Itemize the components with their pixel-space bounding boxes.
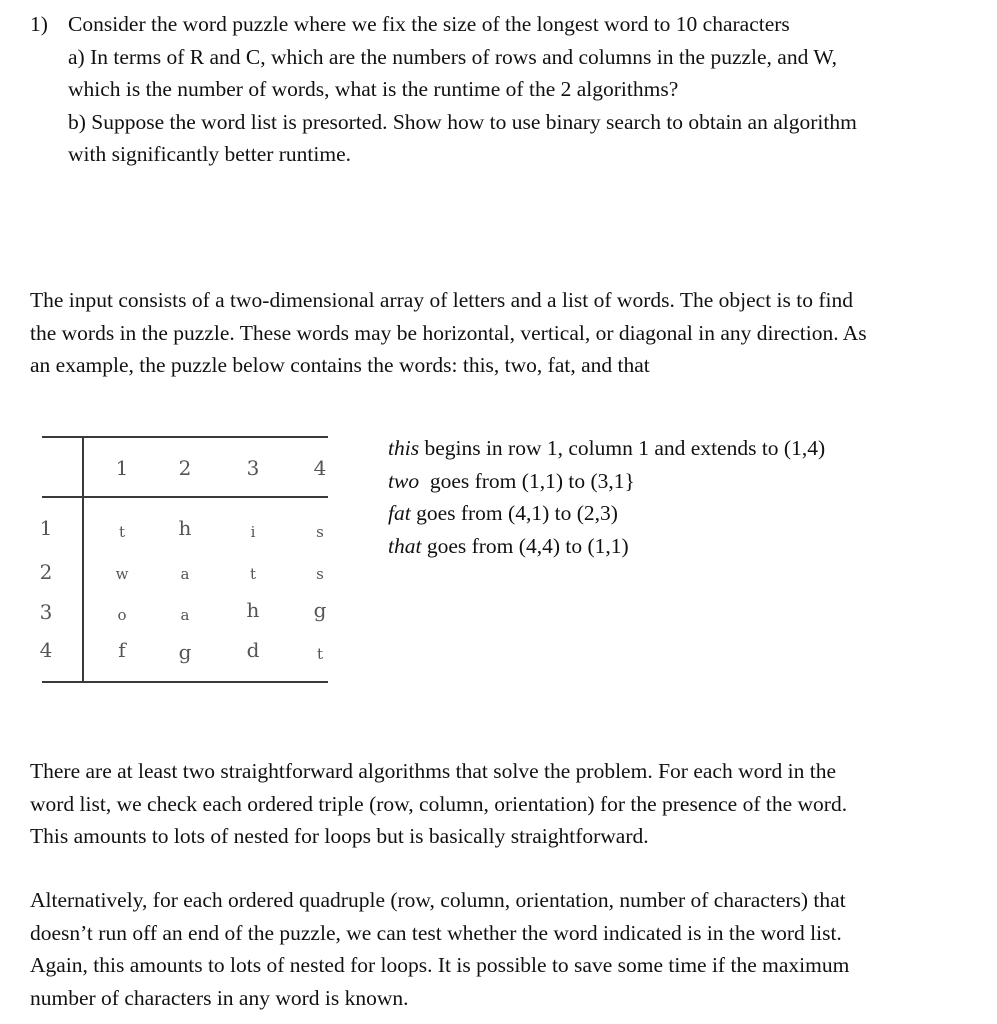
puzzle-cell: o: [117, 606, 127, 624]
puzzle-cell: i: [250, 523, 256, 541]
puzzle-cell: g: [313, 598, 327, 622]
puzzle-cell: t: [249, 565, 257, 583]
note-line: [388, 432, 825, 465]
question-line: b) Suppose the word list is presorted. Show how to use binary search to obtain an algorithm: [68, 109, 857, 134]
puzzle-cell: s: [316, 523, 324, 541]
note-text: begins in row 1, column 1 and extends to (1,4): [419, 436, 826, 460]
note-word: that: [388, 533, 422, 558]
row-header: 2: [39, 560, 53, 584]
puzzle-cell: d: [246, 638, 260, 662]
table-rule-header: [42, 496, 328, 498]
puzzle-cell: f: [118, 638, 126, 662]
question-number: 1): [30, 12, 48, 36]
intro-line: The input consists of a two-dimensional array of letters and a list of words. The object is to find: [30, 288, 853, 312]
table-rule-bottom: [42, 681, 328, 683]
note-word: this: [388, 436, 420, 460]
puzzle-notes: [388, 432, 825, 562]
question-line: a) In terms of R and C, which are the numbers of rows and columns in the puzzle, and W,: [68, 44, 838, 69]
algorithms-line: word list, we check each ordered triple (row, column, orientation) for the presence of the word.: [30, 791, 848, 816]
intro-paragraph: [30, 284, 867, 382]
alternative-line: number of characters in any word is known.: [30, 985, 409, 1010]
note-word: two: [388, 468, 420, 493]
puzzle-cell: a: [180, 565, 190, 583]
note-text: goes from (1,1) to (3,1}: [419, 468, 635, 493]
column-header: 4: [313, 456, 327, 480]
puzzle-cell: t: [118, 523, 126, 541]
row-header: 3: [39, 600, 53, 624]
row-header: 4: [39, 638, 53, 662]
word-puzzle-grid: [40, 436, 330, 684]
alternative-line: Alternatively, for each ordered quadruple (row, column, orientation, number of characters) that: [30, 888, 846, 912]
intro-line: the words in the puzzle. These words may be horizontal, vertical, or diagonal in any direction. As: [30, 320, 867, 345]
question-line: with significantly better runtime.: [68, 142, 352, 166]
note-line: [388, 530, 825, 563]
puzzle-cell: h: [178, 516, 192, 540]
question-text: [68, 8, 857, 171]
column-header: 2: [178, 456, 192, 480]
table-rule-top: [42, 436, 328, 438]
algorithms-paragraph: [30, 755, 847, 853]
puzzle-cell: g: [178, 640, 192, 664]
note-line: [388, 497, 825, 530]
alternative-line: Again, this amounts to lots of nested for loops. It is possible to save some time if the maximum: [30, 953, 850, 977]
note-text: goes from (4,1) to (2,3): [410, 501, 618, 525]
question-line: Consider the word puzzle where we fix the size of the longest word to 10 characters: [68, 12, 790, 36]
question-line: which is the number of words, what is the runtime of the 2 algorithms?: [68, 77, 679, 101]
alternative-paragraph: [30, 884, 849, 1014]
column-header: 3: [246, 456, 260, 480]
table-rule-vertical: [82, 436, 84, 683]
puzzle-cell: a: [180, 606, 190, 624]
note-line: [388, 465, 825, 498]
note-word: fat: [388, 501, 411, 525]
puzzle-cell: h: [246, 598, 260, 622]
algorithms-line: This amounts to lots of nested for loops but is basically straightforward.: [30, 824, 649, 848]
puzzle-cell: w: [115, 565, 129, 583]
puzzle-cell: s: [316, 565, 324, 583]
algorithms-line: There are at least two straightforward algorithms that solve the problem. For each word in the: [30, 759, 836, 783]
note-text: goes from (4,4) to (1,1): [421, 533, 629, 558]
puzzle-cell: t: [316, 645, 324, 663]
column-header: 1: [115, 456, 129, 480]
alternative-line: doesn’t run off an end of the puzzle, we can test whether the word indicated is in the word list.: [30, 920, 842, 945]
intro-line: an example, the puzzle below contains the words: this, two, fat, and that: [30, 353, 650, 377]
row-header: 1: [39, 516, 53, 540]
